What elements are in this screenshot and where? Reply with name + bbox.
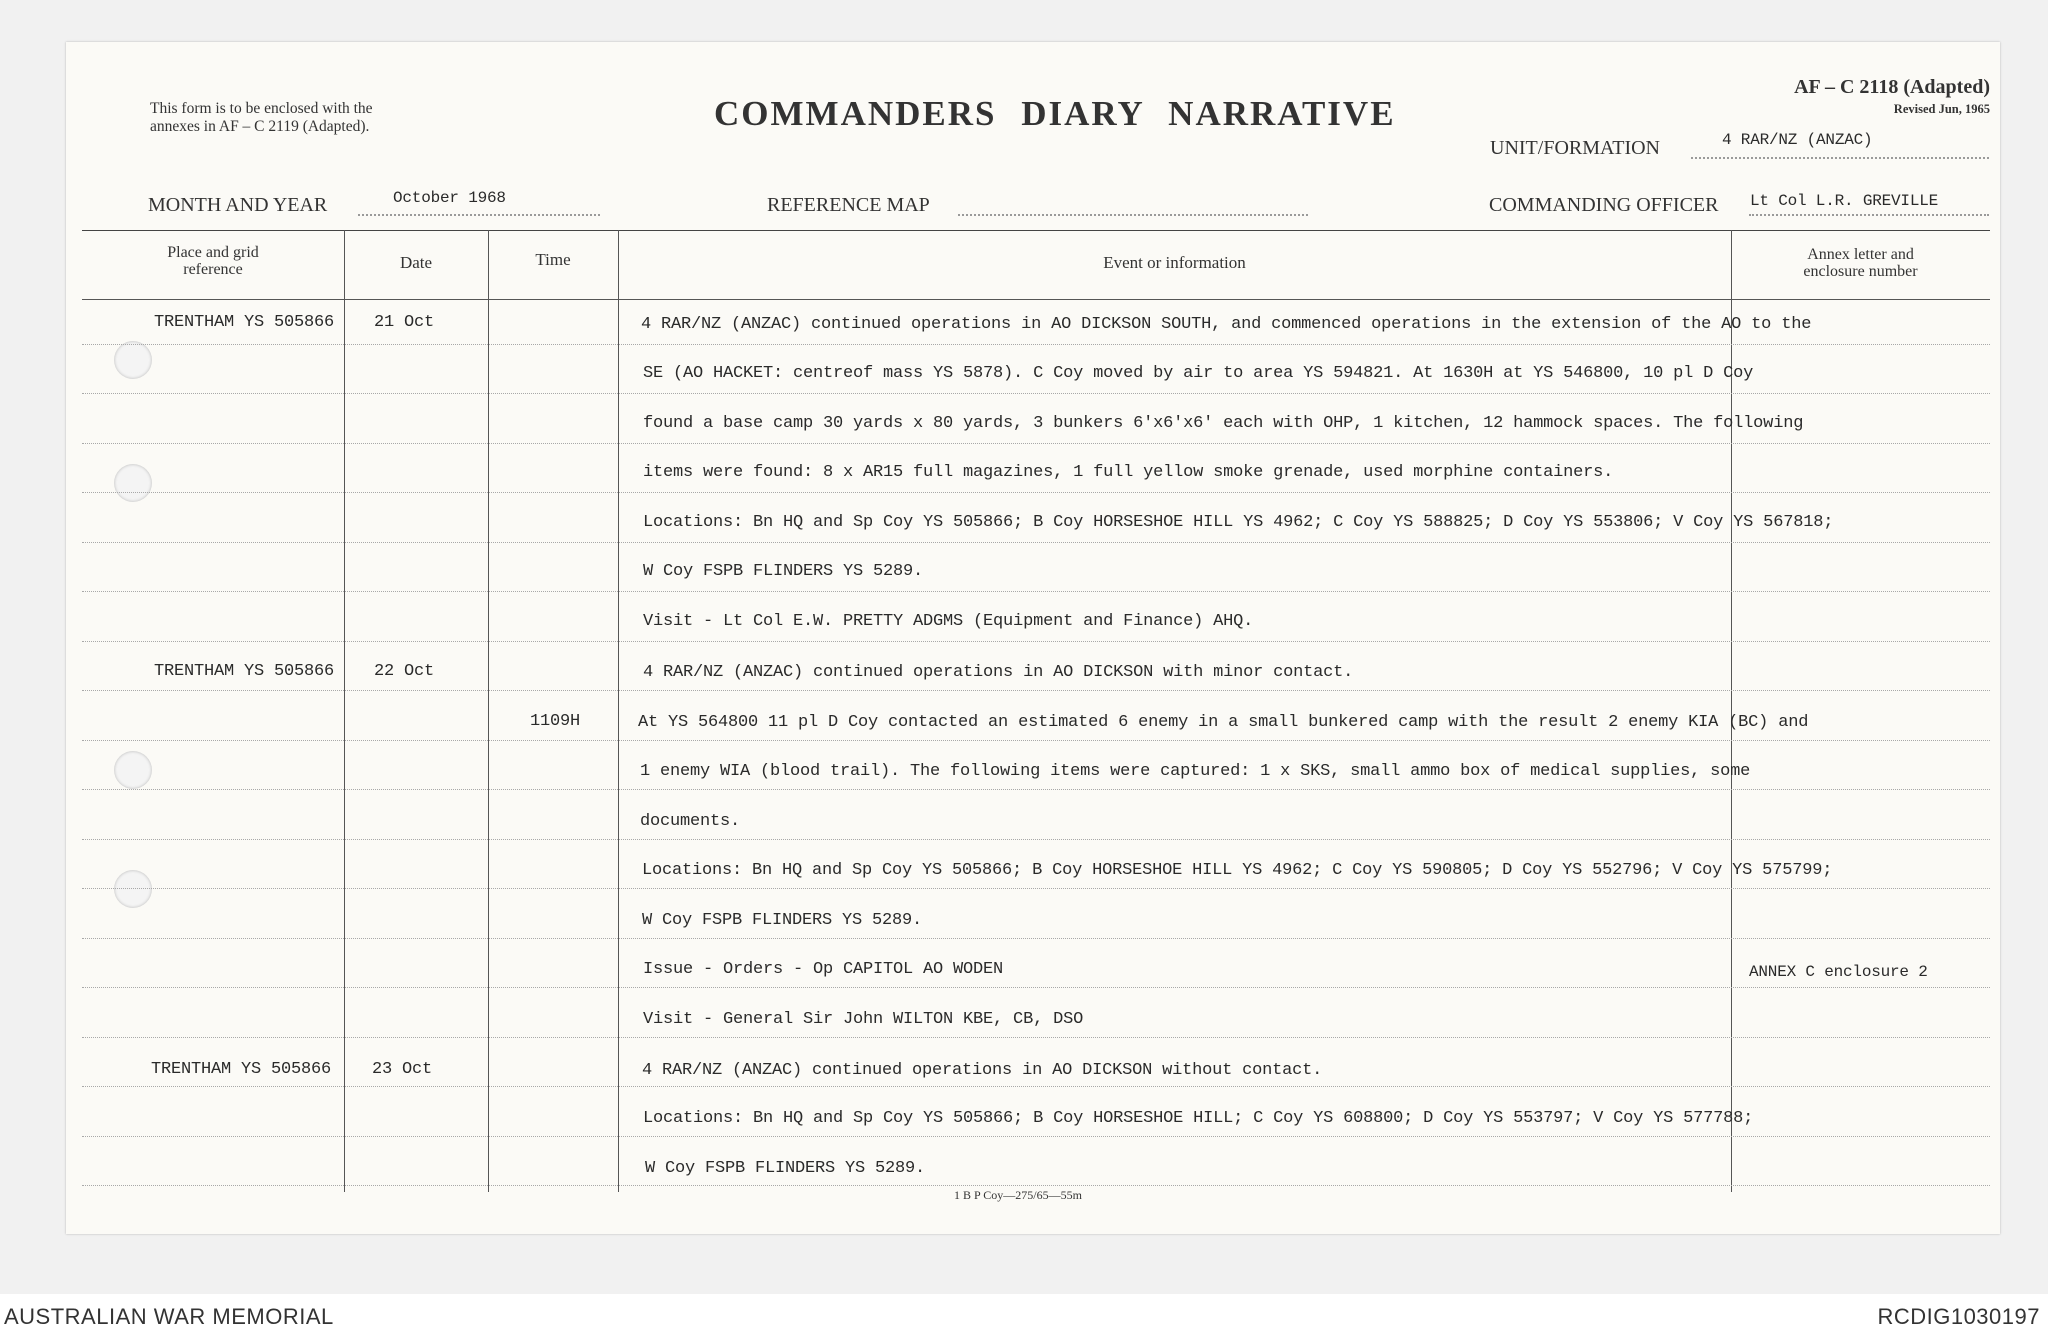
row-event: Locations: Bn HQ and Sp Coy YS 505866; B Coy HORSESHOE HILL; C Coy YS 608800; D Coy YS 553797; V Coy YS 577788;	[643, 1109, 1754, 1128]
punch-hole	[114, 870, 152, 908]
punch-hole	[114, 341, 152, 379]
table-header-rule	[82, 299, 1990, 300]
row-rule	[82, 492, 1990, 493]
month-value: October 1968	[393, 189, 506, 207]
form-code: AF – C 2118 (Adapted)	[1794, 76, 1990, 98]
row-event: 4 RAR/NZ (ANZAC) continued operations in AO DICKSON with minor contact.	[643, 663, 1354, 682]
row-annex: ANNEX C enclosure 2	[1749, 963, 1928, 981]
row-event: Locations: Bn HQ and Sp Coy YS 505866; B Coy HORSESHOE HILL YS 4962; C Coy YS 588825; D Coy YS 553806; V Coy YS 567818;	[643, 513, 1834, 532]
row-rule	[82, 591, 1990, 592]
column-header-place-line-1: Place and grid	[167, 244, 259, 261]
row-rule	[82, 1185, 1990, 1186]
punch-hole	[114, 464, 152, 502]
column-header-place-line-2: reference	[183, 260, 243, 278]
row-time: 1109H	[530, 712, 581, 731]
column-header-annex	[1731, 247, 1990, 281]
column-header-event: Event or information	[1103, 253, 1246, 272]
month-dotted-line	[358, 214, 600, 216]
printer-note: 1 B P Coy—275/65—55m	[954, 1188, 1082, 1202]
row-event: 4 RAR/NZ (ANZAC) continued operations in AO DICKSON without contact.	[642, 1061, 1323, 1080]
row-event: W Coy FSPB FLINDERS YS 5289.	[645, 1159, 926, 1178]
table-top-rule	[82, 230, 1990, 231]
row-date: 22 Oct	[374, 662, 435, 681]
row-rule	[82, 839, 1990, 840]
row-rule	[82, 987, 1990, 988]
column-header-annex-line-2: enclosure number	[1803, 262, 1918, 280]
row-place: TRENTHAM YS 505866	[154, 313, 335, 332]
row-rule	[82, 443, 1990, 444]
header-note	[150, 100, 373, 136]
header-note-line-1: This form is to be enclosed with the	[150, 100, 373, 117]
row-event: found a base camp 30 yards x 80 yards, 3 bunkers 6'x6'x6' each with OHP, 1 kitchen, 12 hammock spaces. The following	[643, 414, 1804, 433]
row-rule	[82, 344, 1990, 345]
row-event: items were found: 8 x AR15 full magazines, 1 full yellow smoke grenade, used morphine containers.	[643, 463, 1614, 482]
row-event: SE (AO HACKET: centreof mass YS 5878). C Coy moved by air to area YS 594821. At 1630H at YS 546800, 10 pl D Coy	[643, 364, 1754, 383]
row-event: Visit - General Sir John WILTON KBE, CB, DSO	[643, 1010, 1084, 1029]
archive-id: RCDIG1030197	[1877, 1304, 2040, 1329]
co-label: COMMANDING OFFICER	[1489, 194, 1719, 216]
row-rule	[82, 789, 1990, 790]
row-event: Locations: Bn HQ and Sp Coy YS 505866; B Coy HORSESHOE HILL YS 4962; C Coy YS 590805; D Coy YS 552796; V Coy YS 575799;	[642, 861, 1833, 880]
row-rule	[82, 393, 1990, 394]
punch-hole	[114, 751, 152, 789]
row-event: 1 enemy WIA (blood trail). The following items were captured: 1 x SKS, small ammo box of medical supplies, some	[640, 762, 1751, 781]
map-label: REFERENCE MAP	[767, 194, 930, 216]
row-event: documents.	[640, 812, 741, 831]
page-title: COMMANDERS DIARY NARRATIVE	[714, 94, 1396, 133]
row-date: 23 Oct	[372, 1060, 433, 1079]
row-place: TRENTHAM YS 505866	[151, 1060, 332, 1079]
row-event: At YS 564800 11 pl D Coy contacted an estimated 6 enemy in a small bunkered camp with the result 2 enemy KIA (BC) and	[638, 713, 1809, 732]
column-divider	[344, 230, 345, 1192]
column-header-date: Date	[399, 253, 433, 272]
row-rule	[82, 1037, 1990, 1038]
co-value: Lt Col L.R. GREVILLE	[1750, 192, 1939, 210]
column-divider	[618, 230, 619, 1192]
row-event: Issue - Orders - Op CAPITOL AO WODEN	[643, 960, 1004, 979]
column-header-time: Time	[535, 250, 571, 269]
row-event: W Coy FSPB FLINDERS YS 5289.	[642, 911, 923, 930]
unit-value: 4 RAR/NZ (ANZAC)	[1722, 131, 1873, 149]
row-rule	[82, 1086, 1990, 1087]
map-dotted-line	[958, 214, 1308, 216]
header-note-line-2: annexes in AF – C 2119 (Adapted).	[150, 117, 370, 135]
row-place: TRENTHAM YS 505866	[154, 662, 335, 681]
row-rule	[82, 888, 1990, 889]
unit-dotted-line	[1691, 157, 1989, 159]
row-date: 21 Oct	[374, 313, 435, 332]
archive-footer	[0, 1294, 2048, 1343]
co-dotted-line	[1749, 214, 1989, 216]
row-rule	[82, 740, 1990, 741]
row-rule	[82, 690, 1990, 691]
archive-name: AUSTRALIAN WAR MEMORIAL	[4, 1304, 334, 1329]
row-event: 4 RAR/NZ (ANZAC) continued operations in AO DICKSON SOUTH, and commenced operations in the extension of the AO to the	[641, 315, 1812, 334]
row-event: W Coy FSPB FLINDERS YS 5289.	[643, 562, 924, 581]
revised-date: Revised Jun, 1965	[1893, 102, 1990, 116]
row-rule	[82, 542, 1990, 543]
diary-sheet	[66, 42, 2000, 1234]
unit-label: UNIT/FORMATION	[1490, 137, 1660, 159]
row-rule	[82, 1136, 1990, 1137]
row-rule	[82, 938, 1990, 939]
column-header-annex-line-1: Annex letter and	[1807, 246, 1914, 263]
row-event: Visit - Lt Col E.W. PRETTY ADGMS (Equipment and Finance) AHQ.	[643, 612, 1254, 631]
row-rule	[82, 641, 1990, 642]
column-divider	[488, 230, 489, 1192]
column-header-place	[82, 245, 344, 279]
month-label: MONTH AND YEAR	[148, 194, 328, 216]
